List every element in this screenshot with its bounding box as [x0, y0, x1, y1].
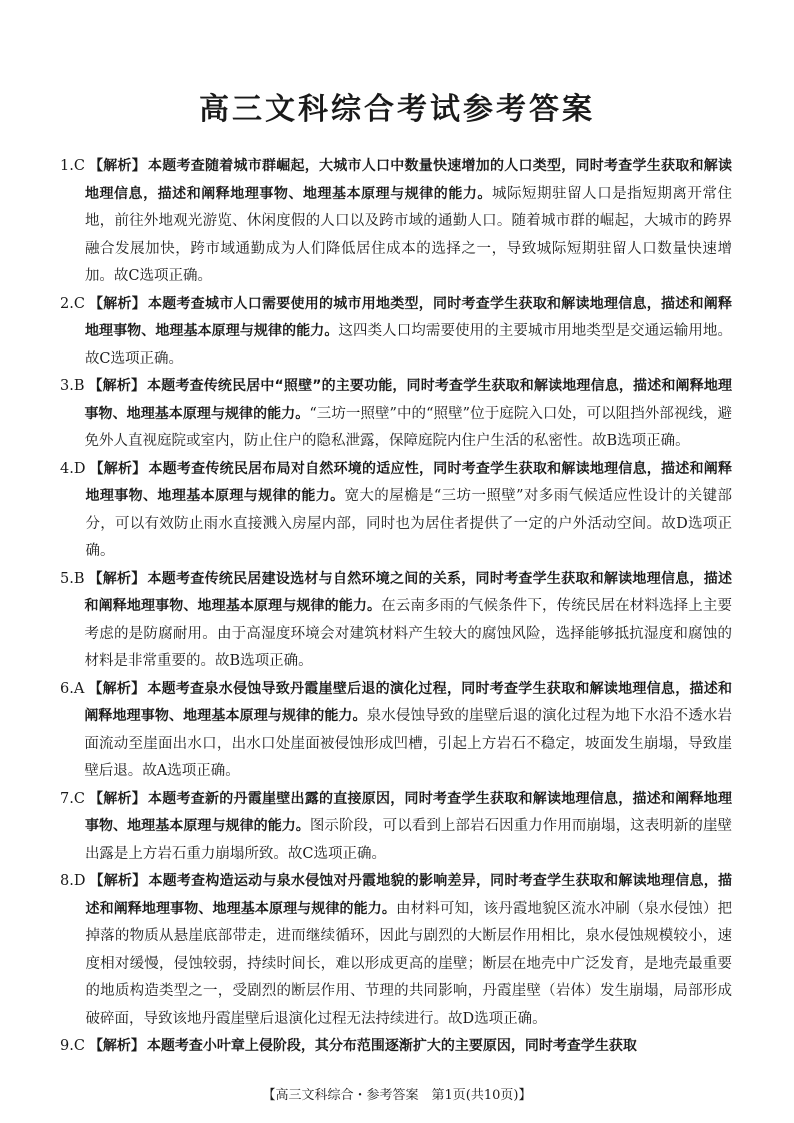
- answer-list: [60, 153, 732, 1061]
- question-focus: 本题考查随着城市群崛起，大城市人口中数量快速增加的人口类型，同时考查学生获取和解读地理信息，描述和阐释地理事物、地理基本原理与规律的能力。: [84, 158, 733, 202]
- explanation-text: 由材料可知，该丹霞地貌区流水冲刷（泉水侵蚀）把掉落的物质从悬崖底部带走，进而继续循环，因此与剧烈的大断层作用相比，泉水侵蚀规模较小，速度相对缓慢，侵蚀较弱，持续时间长，难以形成更高的崖壁；断层在地壳中广泛发育，是地壳最重要的地质构造类型之一，受剧烈的断层作用、节理的共同影响，丹霞崖壁（岩体）发生崩塌，局部形成破碎面，导致该地丹霞崖壁后退演化过程无法持续进行。故D选项正确。: [85, 900, 732, 1027]
- explanation-text: “三坊一照壁”中的“照壁”位于庭院入口处，可以阻挡外部视线，避免外人直视庭院或室内，防止住户的隐私泄露，保障庭院内住户生活的私密性。故B选项正确。: [84, 405, 733, 449]
- question-focus: 本题考查传统民居中“照壁”的主要功能，同时考查学生获取和解读地理信息，描述和阐释地理事物、地理基本原理与规律的能力。: [84, 378, 733, 422]
- page-title: 高三文科综合考试参考答案: [199, 92, 595, 127]
- answer-number: 2.C: [60, 295, 85, 312]
- answer-number: 3.B: [60, 378, 85, 394]
- answer-item: [60, 676, 732, 786]
- answer-number: 8.D: [60, 873, 86, 889]
- question-focus: 本题考查小叶章上侵阶段，其分布范围逐渐扩大的主要原因，同时考查学生获取: [146, 1038, 637, 1054]
- page-footer: 【高三文科综合・参考答案 第1页(共10页)】: [262, 1088, 532, 1103]
- question-focus: 本题考查泉水侵蚀导致丹霞崖壁后退的演化过程，同时考查学生获取和解读地理信息，描述和阐释地理事物、地理基本原理与规律的能力。: [84, 680, 732, 724]
- analysis-tag: 【解析】: [88, 295, 146, 312]
- answer-number: 6.A: [60, 680, 85, 697]
- analysis-tag: 【解析】: [88, 378, 146, 394]
- answer-number: 7.C: [60, 790, 85, 807]
- analysis-tag: 【解析】: [88, 570, 146, 587]
- answer-item: [60, 868, 732, 1033]
- explanation-text: 泉水侵蚀导致的崖壁后退的演化过程为地下水沿不透水岩面流动至崖面出水口，出水口处崖面被侵蚀形成凹槽，引起上方岩石不稳定，坡面发生崩塌，导致崖壁后退。故A选项正确。: [84, 708, 732, 779]
- explanation-text: 宽大的屋檐是“三坊一照壁”对多雨气候适应性设计的关键部分，可以有效防止雨水直接溅入房屋内部，同时也为居住者提供了一定的户外活动空间。故D选项正确。: [85, 488, 733, 559]
- question-focus: 本题考查城市人口需要使用的城市用地类型，同时考查学生获取和解读地理信息，描述和阐释地理事物、地理基本原理与规律的能力。: [84, 295, 733, 339]
- question-focus: 本题考查新的丹霞崖壁出露的直接原因，同时考查学生获取和解读地理信息，描述和阐释地理事物、地理基本原理与规律的能力。: [84, 790, 733, 834]
- answer-item: [60, 153, 732, 291]
- answer-item: [60, 456, 732, 566]
- analysis-tag: 【解析】: [88, 1038, 145, 1054]
- answer-number: 5.B: [60, 570, 85, 587]
- explanation-text: 城际短期驻留人口是指短期离开常住地，前往外地观光游览、休闲度假的人口以及跨市域的通勤人口。随着城市群的崛起，大城市的跨界融合发展加快，跨市域通勤成为人们降低居住成本的选择之一，导致城际短期驻留人口数量快速增加。故C选项正确。: [84, 185, 732, 284]
- explanation-text: 图示阶段，可以看到上部岩石因重力作用而崩塌，这表明新的崖壁出露是上方岩石重力崩塌所致。故C选项正确。: [84, 818, 733, 862]
- question-focus: 本题考查构造运动与泉水侵蚀对丹霞地貌的影响差异，同时考查学生获取和解读地理信息，描述和阐释地理事物、地理基本原理与规律的能力。: [85, 873, 733, 917]
- question-focus: 本题考查传统民居建设选材与自然环境之间的关系，同时考查学生获取和解读地理信息，描述和阐释地理事物、地理基本原理与规律的能力。: [84, 570, 732, 614]
- answer-item: [60, 373, 732, 456]
- explanation-text: 在云南多雨的气候条件下，传统民居在材料选择上主要考虑的是防腐耐用。由于高湿度环境会对建筑材料产生较大的腐蚀风险，选择能够抵抗湿度和腐蚀的材料是非常重要的。故B选项正确。: [84, 598, 732, 669]
- answer-item: [60, 291, 732, 374]
- answer-number: 4.D: [60, 460, 86, 477]
- analysis-tag: 【解析】: [88, 790, 146, 807]
- answer-number: 1.C: [60, 158, 85, 174]
- question-focus: 本题考查传统民居布局对自然环境的适应性，同时考查学生获取和解读地理信息，描述和阐释地理事物、地理基本原理与规律的能力。: [85, 460, 733, 504]
- analysis-tag: 【解析】: [89, 873, 147, 889]
- answer-number: 9.C: [60, 1038, 85, 1054]
- answer-item: [60, 566, 732, 676]
- answer-item: [60, 786, 732, 869]
- answer-item: [60, 1033, 732, 1061]
- analysis-tag: 【解析】: [88, 680, 146, 697]
- explanation-text: 这四类人口均需要使用的主要城市用地类型是交通运输用地。故C选项正确。: [84, 323, 733, 367]
- analysis-tag: 【解析】: [89, 460, 147, 477]
- analysis-tag: 【解析】: [88, 158, 146, 174]
